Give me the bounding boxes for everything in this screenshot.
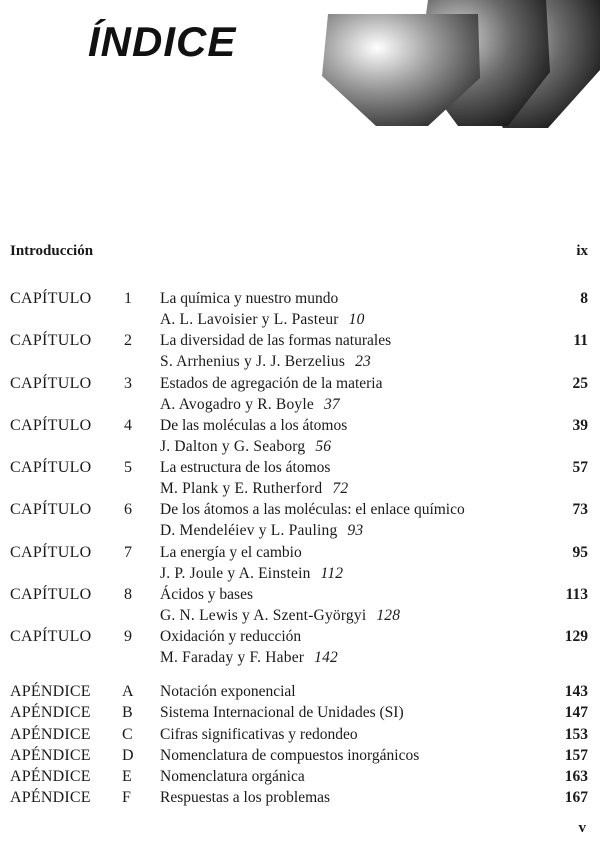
scientists-names: A. Avogadro y R. Boyle: [160, 395, 314, 413]
scientists-page: 112: [320, 564, 344, 582]
scientists-page: 23: [355, 353, 372, 371]
chapter-label: CAPÍTULO: [10, 416, 92, 434]
appendix-list: [0, 683, 600, 811]
appendix-letter: F: [122, 789, 131, 807]
chapter-entry: [0, 501, 600, 543]
scientists-names: D. Mendeléiev y L. Pauling: [160, 522, 338, 540]
chapter-page: 57: [572, 459, 588, 477]
scientists-names: M. Faraday y F. Haber: [160, 649, 305, 667]
chapter-number: 7: [124, 543, 132, 561]
scientists-names: J. P. Joule y A. Einstein: [160, 564, 311, 582]
appendix-label: APÉNDICE: [10, 725, 91, 743]
appendix-page: 153: [564, 725, 588, 743]
scientists-page: 72: [332, 480, 349, 498]
chapter-entry: [0, 332, 600, 374]
chapter-label: CAPÍTULO: [10, 332, 92, 350]
appendix-page: 143: [564, 683, 588, 700]
scientists-names: J. Dalton y G. Seaborg: [160, 437, 306, 455]
appendix-title: Nomenclatura de compuestos inorgánicos: [160, 746, 420, 764]
chapter-number: 2: [124, 332, 132, 350]
appendix-page: 157: [564, 746, 588, 764]
chapter-scientists: [160, 353, 371, 371]
chapter-scientists: [160, 565, 343, 583]
scientists-page: 93: [347, 522, 364, 540]
appendix-page: 147: [564, 704, 588, 722]
chapter-entry: [0, 417, 600, 459]
chapter-scientists: [160, 396, 340, 414]
chapter-page: 11: [573, 332, 588, 350]
chapter-entry: [0, 375, 600, 417]
chapter-title: La diversidad de las formas naturales: [160, 332, 392, 350]
appendix-entry: [0, 726, 600, 747]
intro-page-number: ix: [576, 243, 588, 259]
appendix-title: Nomenclatura orgánica: [160, 768, 305, 786]
chapter-entry: [0, 544, 600, 586]
chapter-page: 113: [565, 586, 588, 604]
appendix-letter: C: [122, 725, 133, 743]
appendix-entry: [0, 747, 600, 768]
appendix-label: APÉNDICE: [10, 768, 91, 786]
appendix-letter: E: [122, 768, 132, 786]
chapter-title: Estados de agregación de la materia: [160, 374, 383, 392]
chapter-number: 4: [124, 416, 132, 434]
chapter-page: 95: [572, 543, 588, 561]
appendix-title: Respuestas a los problemas: [160, 789, 331, 807]
chapter-scientists: [160, 311, 365, 329]
chapter-scientists: [160, 649, 338, 667]
scientists-page: 37: [323, 395, 340, 413]
chapter-label: CAPÍTULO: [10, 290, 92, 307]
appendix-letter: A: [122, 683, 134, 700]
appendix-label: APÉNDICE: [10, 704, 91, 722]
hexagon-decoration: [318, 0, 600, 130]
chapter-title: De las moléculas a los átomos: [160, 416, 348, 434]
chapter-page: 25: [572, 374, 588, 392]
chapter-page: 39: [572, 416, 588, 434]
chapter-title: Oxidación y reducción: [160, 628, 302, 646]
chapter-scientists: [160, 607, 400, 625]
chapter-entry: [0, 586, 600, 628]
chapter-number: 6: [124, 501, 132, 519]
chapter-number: 8: [124, 586, 132, 604]
chapter-label: CAPÍTULO: [10, 374, 92, 392]
appendix-label: APÉNDICE: [10, 746, 91, 764]
scientists-names: S. Arrhenius y J. J. Berzelius: [160, 353, 346, 371]
chapter-label: CAPÍTULO: [10, 543, 92, 561]
chapter-entry: [0, 459, 600, 501]
chapter-entry: [0, 290, 600, 332]
chapter-label: CAPÍTULO: [10, 459, 92, 477]
chapter-label: CAPÍTULO: [10, 501, 92, 519]
appendix-label: APÉNDICE: [10, 683, 91, 700]
chapter-scientists: [160, 522, 363, 540]
chapter-title: La química y nuestro mundo: [160, 290, 339, 307]
scientists-names: M. Plank y E. Rutherford: [160, 480, 323, 498]
page-folio: v: [578, 820, 586, 836]
appendix-title: Sistema Internacional de Unidades (SI): [160, 704, 404, 722]
scientists-names: A. L. Lavoisier y L. Pasteur: [160, 311, 339, 328]
appendix-title: Notación exponencial: [160, 683, 296, 700]
chapter-page: 129: [564, 628, 588, 646]
chapter-entry: [0, 628, 600, 670]
appendix-label: APÉNDICE: [10, 789, 91, 807]
scientists-page: 10: [348, 311, 365, 328]
chapter-label: CAPÍTULO: [10, 628, 92, 646]
chapter-title: La estructura de los átomos: [160, 459, 331, 477]
chapter-title: La energía y el cambio: [160, 543, 302, 561]
chapter-number: 1: [124, 290, 132, 307]
chapter-page: 73: [572, 501, 588, 519]
chapter-title: De los átomos a las moléculas: el enlace químico: [160, 501, 465, 519]
page-title: ÍNDICE: [88, 18, 237, 65]
scientists-names: G. N. Lewis y A. Szent-Györgyi: [160, 607, 367, 625]
appendix-page: 163: [564, 768, 588, 786]
scientists-page: 128: [376, 607, 401, 625]
chapter-number: 3: [124, 374, 132, 392]
appendix-letter: D: [122, 746, 134, 764]
chapter-title: Ácidos y bases: [160, 586, 253, 604]
appendix-letter: B: [122, 704, 133, 722]
chapter-scientists: [160, 438, 331, 456]
chapter-number: 5: [124, 459, 132, 477]
appendix-title: Cifras significativas y redondeo: [160, 725, 358, 743]
appendix-page: 167: [564, 789, 588, 807]
chapter-scientists: [160, 480, 348, 498]
chapter-list: [0, 290, 600, 671]
scientists-page: 56: [315, 437, 332, 455]
appendix-entry: [0, 768, 600, 789]
appendix-entry: [0, 683, 600, 704]
chapter-label: CAPÍTULO: [10, 586, 92, 604]
appendix-entry: [0, 789, 600, 810]
intro-label: Introducción: [10, 243, 94, 259]
chapter-page: 8: [580, 290, 588, 307]
appendix-entry: [0, 704, 600, 725]
scientists-page: 142: [314, 649, 339, 667]
chapter-number: 9: [124, 628, 132, 646]
